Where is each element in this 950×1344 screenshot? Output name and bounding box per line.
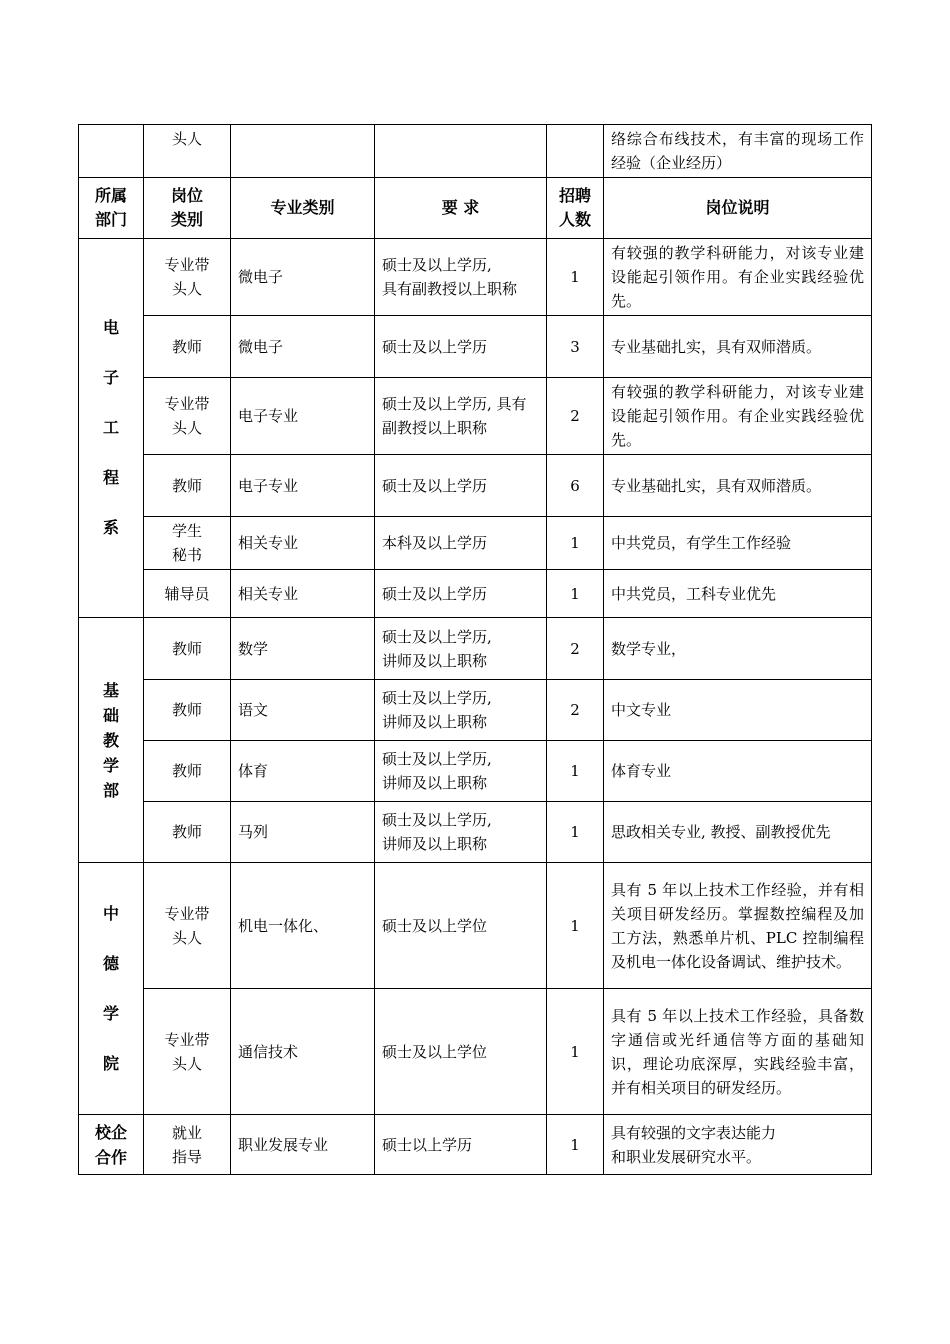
description-cell: 中共党员，工科专业优先	[604, 570, 872, 618]
requirement-cell: 硕士及以上学位	[375, 989, 547, 1115]
table-row	[79, 455, 872, 517]
major-cell: 机电一体化、	[231, 863, 375, 989]
position-cell: 辅导员	[144, 570, 231, 618]
requirement-cell	[375, 125, 547, 178]
recruitment-table	[78, 124, 872, 1175]
description-cell: 专业基础扎实，具有双师潜质。	[604, 455, 872, 517]
major-cell: 相关专业	[231, 570, 375, 618]
requirement-cell: 硕士及以上学历	[375, 455, 547, 517]
table-row	[79, 802, 872, 863]
table-row-continued	[79, 125, 872, 178]
major-cell: 微电子	[231, 316, 375, 378]
count-cell: 1	[547, 1115, 604, 1175]
description-cell: 有较强的教学科研能力，对该专业建设能起引领作用。有企业实践经验优先。	[604, 239, 872, 316]
table-row	[79, 680, 872, 741]
dept-cell	[79, 1115, 144, 1175]
header-dept: 所属 部门	[79, 178, 144, 239]
position-cell: 教师	[144, 316, 231, 378]
table-row	[79, 1115, 872, 1175]
major-cell: 职业发展专业	[231, 1115, 375, 1175]
position-cell: 教师	[144, 741, 231, 802]
count-cell: 6	[547, 455, 604, 517]
position-cell: 就业 指导	[144, 1115, 231, 1175]
count-cell: 1	[547, 239, 604, 316]
description-cell: 具有 5 年以上技术工作经验，并有相关项目研发经历。掌握数控编程及加工方法，熟悉单片机、PLC 控制编程及机电一体化设备调试、维护技术。	[604, 863, 872, 989]
major-cell	[231, 125, 375, 178]
requirement-cell: 硕士及以上学历, 具有副教授以上职称	[375, 239, 547, 316]
table-row	[79, 741, 872, 802]
table-row	[79, 618, 872, 680]
header-requirement: 要 求	[375, 178, 547, 239]
table-header-row	[79, 178, 872, 239]
description-cell: 专业基础扎实，具有双师潜质。	[604, 316, 872, 378]
major-cell: 通信技术	[231, 989, 375, 1115]
position-cell: 头人	[144, 125, 231, 178]
requirement-cell: 硕士及以上学历, 讲师及以上职称	[375, 680, 547, 741]
position-cell: 学生 秘书	[144, 517, 231, 570]
dept-cell	[79, 125, 144, 178]
dept-label: 中 德 学 院	[102, 903, 119, 1073]
position-cell: 专业带 头人	[144, 239, 231, 316]
count-cell: 1	[547, 517, 604, 570]
dept-label: 基 础 教 学 部	[102, 680, 119, 800]
requirement-cell: 硕士及以上学位	[375, 863, 547, 989]
major-cell: 电子专业	[231, 378, 375, 455]
position-cell: 专业带 头人	[144, 378, 231, 455]
position-cell: 教师	[144, 455, 231, 517]
description-cell: 数学专业，	[604, 618, 872, 680]
count-cell: 2	[547, 680, 604, 741]
description-cell: 有较强的教学科研能力，对该专业建设能起引领作用。有企业实践经验优先。	[604, 378, 872, 455]
table-row	[79, 316, 872, 378]
dept-cell	[79, 239, 144, 618]
description-cell: 中文专业	[604, 680, 872, 741]
description-cell: 络综合布线技术，有丰富的现场工作经验（企业经历）	[604, 125, 872, 178]
major-cell: 语文	[231, 680, 375, 741]
description-cell: 思政相关专业, 教授、副教授优先	[604, 802, 872, 863]
description-cell: 中共党员，有学生工作经验	[604, 517, 872, 570]
requirement-cell: 本科及以上学历	[375, 517, 547, 570]
position-cell: 教师	[144, 618, 231, 680]
count-cell: 3	[547, 316, 604, 378]
major-cell: 体育	[231, 741, 375, 802]
table-row	[79, 989, 872, 1115]
dept-label: 电 子 工 程 系	[102, 318, 119, 537]
major-cell: 数学	[231, 618, 375, 680]
position-cell: 教师	[144, 680, 231, 741]
table-row	[79, 570, 872, 618]
count-cell	[547, 125, 604, 178]
position-cell: 专业带 头人	[144, 989, 231, 1115]
header-description: 岗位说明	[604, 178, 872, 239]
count-cell: 2	[547, 618, 604, 680]
description-cell: 具有较强的文字表达能力 和职业发展研究水平。	[604, 1115, 872, 1175]
description-cell: 体育专业	[604, 741, 872, 802]
dept-cell	[79, 618, 144, 863]
table-row	[79, 378, 872, 455]
header-major: 专业类别	[231, 178, 375, 239]
count-cell: 1	[547, 802, 604, 863]
dept-label: 校企 合作	[94, 1122, 127, 1167]
requirement-cell: 硕士及以上学历	[375, 316, 547, 378]
requirement-cell: 硕士以上学历	[375, 1115, 547, 1175]
major-cell: 电子专业	[231, 455, 375, 517]
count-cell: 1	[547, 570, 604, 618]
header-count: 招聘 人数	[547, 178, 604, 239]
major-cell: 相关专业	[231, 517, 375, 570]
major-cell: 微电子	[231, 239, 375, 316]
table-row	[79, 517, 872, 570]
description-cell: 具有 5 年以上技术工作经验，具备数字通信或光纤通信等方面的基础知识，理论功底深厚，实践经验丰富，并有相关项目的研发经历。	[604, 989, 872, 1115]
header-position: 岗位 类别	[144, 178, 231, 239]
major-cell: 马列	[231, 802, 375, 863]
dept-cell	[79, 863, 144, 1115]
requirement-cell: 硕士及以上学历, 讲师及以上职称	[375, 618, 547, 680]
requirement-cell: 硕士及以上学历	[375, 570, 547, 618]
count-cell: 1	[547, 863, 604, 989]
table-row	[79, 239, 872, 316]
count-cell: 1	[547, 741, 604, 802]
requirement-cell: 硕士及以上学历, 讲师及以上职称	[375, 741, 547, 802]
requirement-cell: 硕士及以上学历, 讲师及以上职称	[375, 802, 547, 863]
requirement-cell: 硕士及以上学历, 具有副教授以上职称	[375, 378, 547, 455]
position-cell: 教师	[144, 802, 231, 863]
count-cell: 1	[547, 989, 604, 1115]
count-cell: 2	[547, 378, 604, 455]
table-row	[79, 863, 872, 989]
position-cell: 专业带 头人	[144, 863, 231, 989]
